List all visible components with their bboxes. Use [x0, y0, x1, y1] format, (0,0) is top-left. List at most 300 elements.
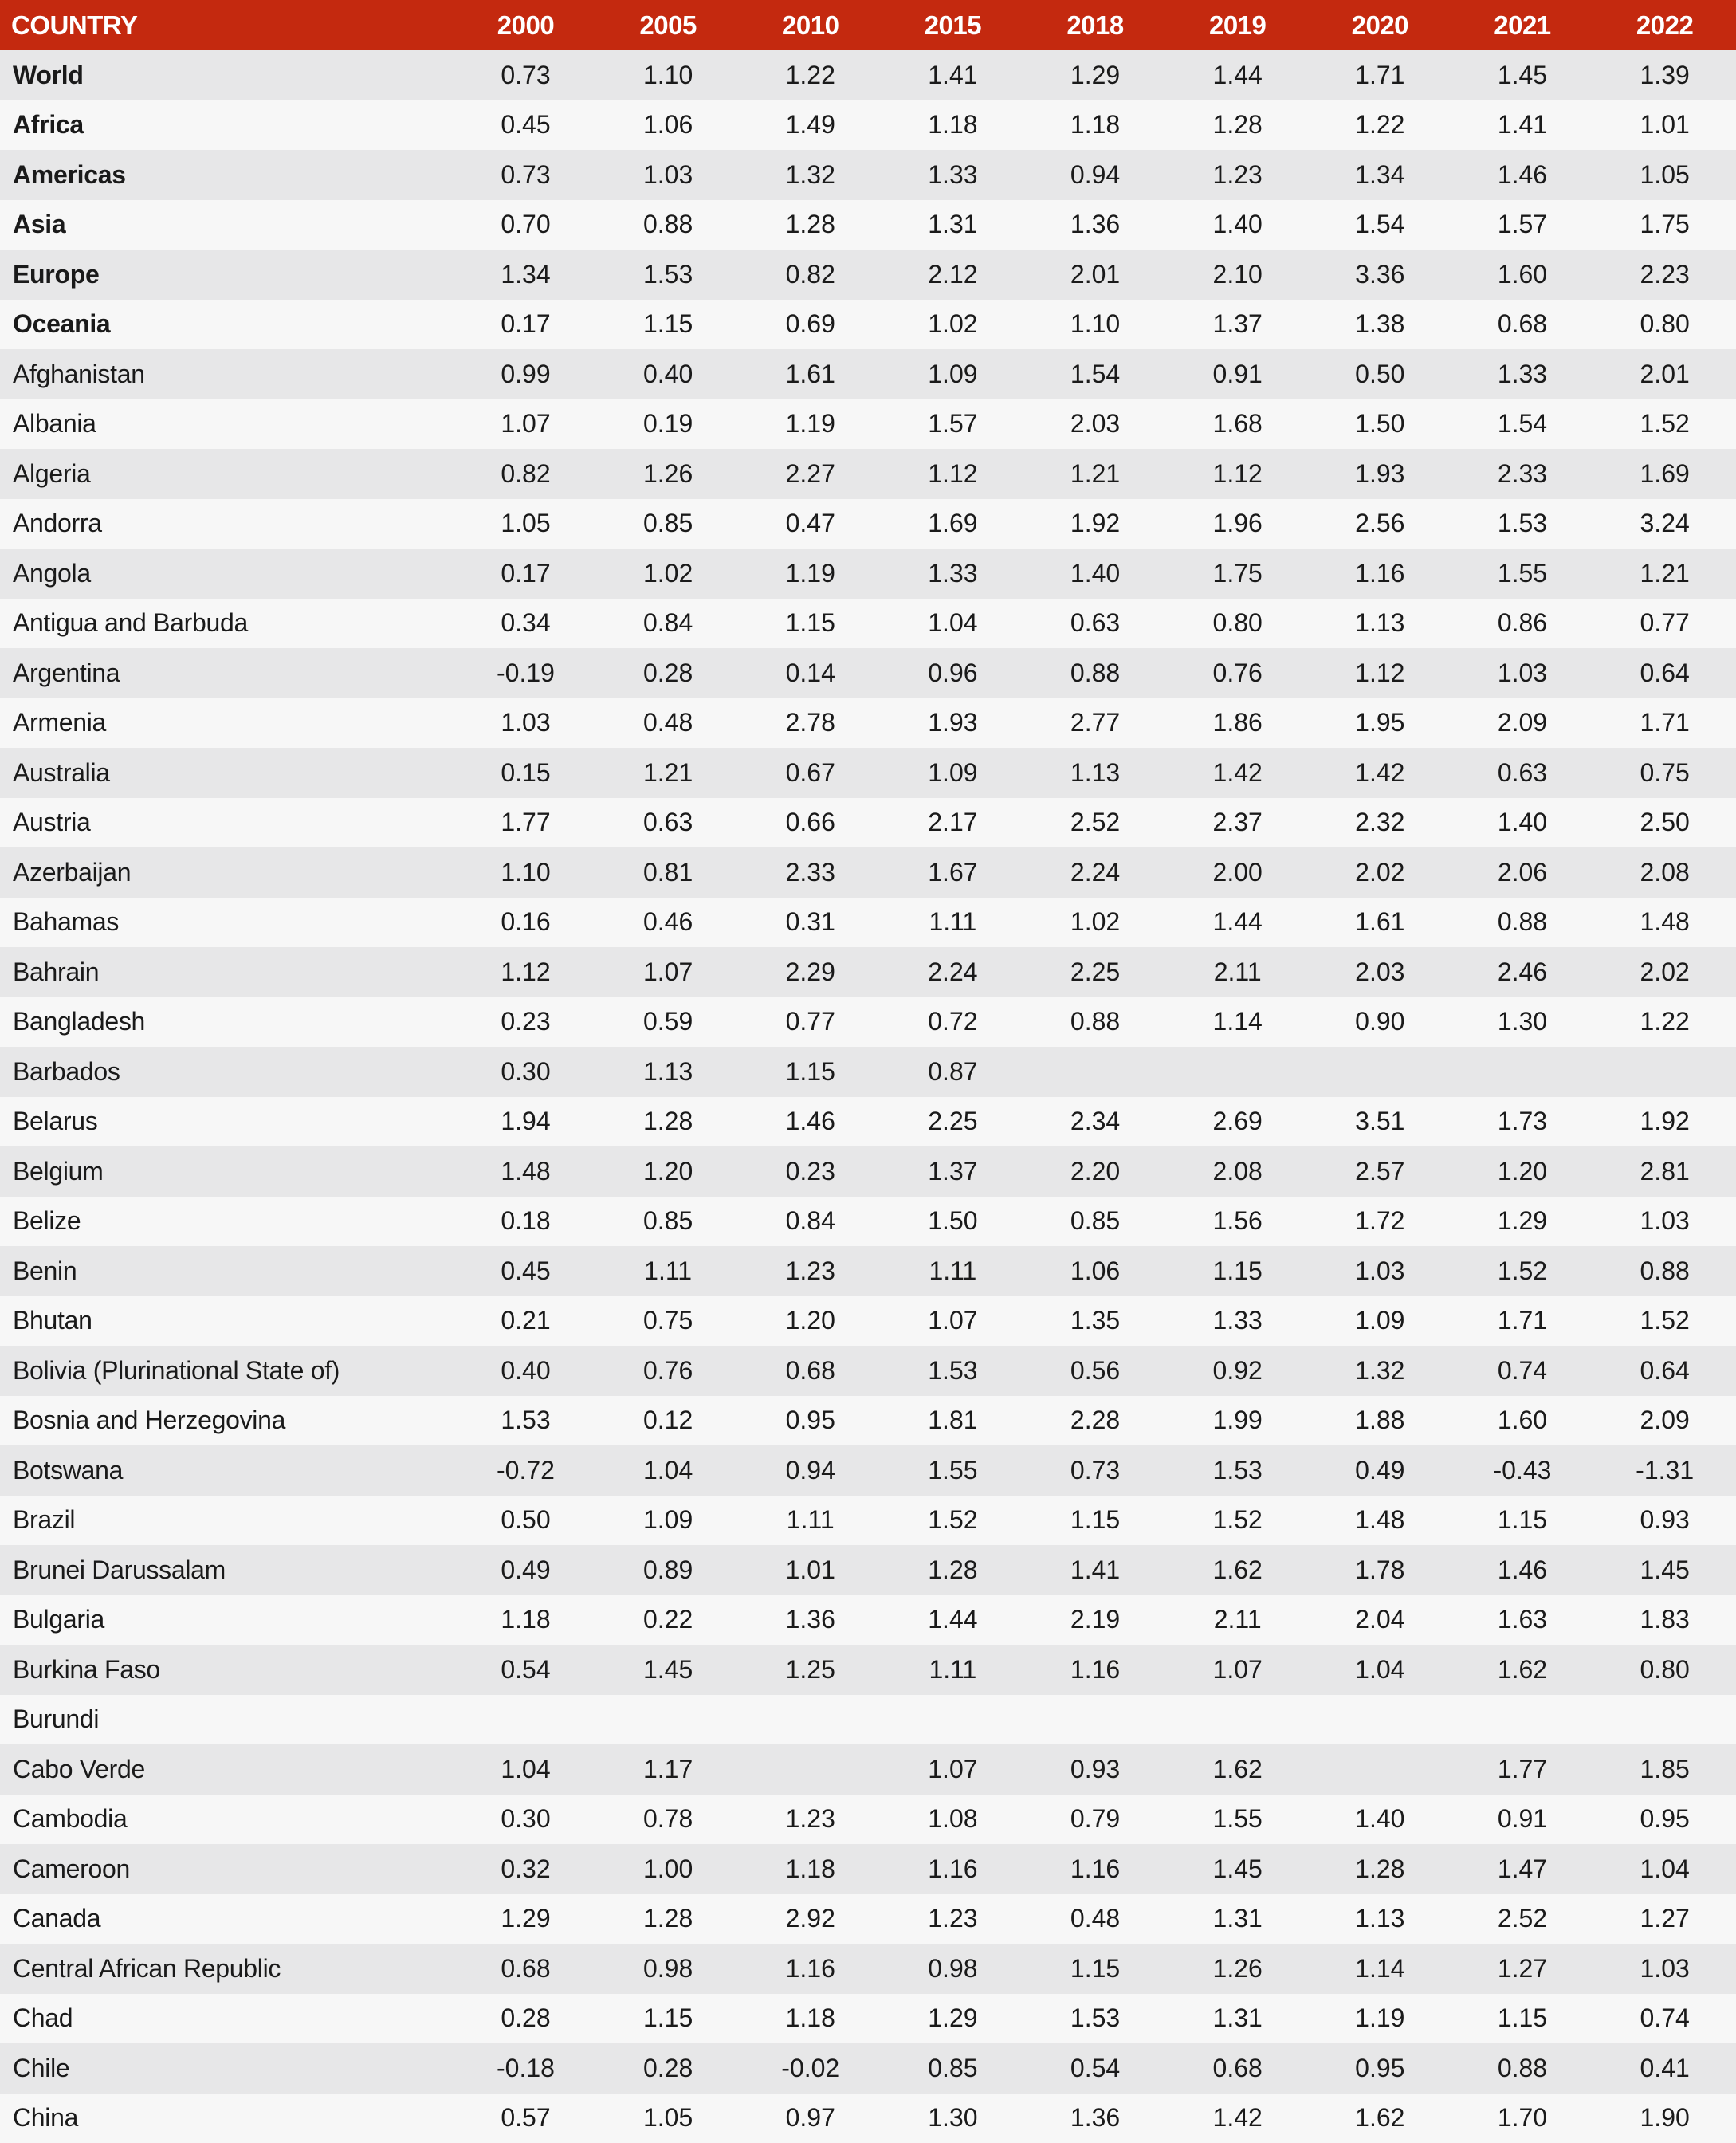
value-cell: 2.33 — [739, 847, 882, 898]
value-cell: 1.47 — [1451, 1844, 1594, 1894]
value-cell: 0.73 — [454, 150, 597, 200]
table-row — [0, 1944, 1736, 1994]
value-cell: 1.20 — [739, 1296, 882, 1347]
country-name-cell: Brazil — [0, 1496, 454, 1546]
value-cell: 3.24 — [1593, 499, 1736, 549]
table-row — [0, 798, 1736, 848]
value-cell: 0.68 — [454, 1944, 597, 1994]
value-cell: 0.82 — [739, 250, 882, 300]
value-cell — [739, 1695, 882, 1745]
table-row — [0, 1994, 1736, 2044]
value-cell — [1024, 1047, 1167, 1097]
country-name-cell: Azerbaijan — [0, 847, 454, 898]
country-name-cell: Oceania — [0, 300, 454, 350]
country-name-cell: Antigua and Barbuda — [0, 599, 454, 649]
value-cell: 0.63 — [1024, 599, 1167, 649]
value-cell: 1.55 — [882, 1445, 1024, 1496]
value-cell: 1.45 — [597, 1645, 740, 1695]
value-cell — [1593, 1047, 1736, 1097]
value-cell — [1451, 1695, 1594, 1745]
value-cell: 0.80 — [1593, 1645, 1736, 1695]
country-name-cell: Belize — [0, 1197, 454, 1247]
value-cell: 1.30 — [1451, 997, 1594, 1048]
table-row — [0, 2094, 1736, 2143]
value-cell: 2.00 — [1166, 847, 1309, 898]
table-row — [0, 847, 1736, 898]
value-cell: 1.10 — [597, 50, 740, 100]
value-cell: 1.46 — [739, 1097, 882, 1147]
value-cell: 1.29 — [1451, 1197, 1594, 1247]
table-row — [0, 150, 1736, 200]
value-cell: 2.20 — [1024, 1146, 1167, 1197]
value-cell: 1.39 — [1593, 50, 1736, 100]
country-name-cell: Benin — [0, 1246, 454, 1296]
value-cell: 0.78 — [597, 1795, 740, 1845]
table-row — [0, 947, 1736, 997]
country-name-cell: Bangladesh — [0, 997, 454, 1048]
value-cell: 1.04 — [882, 599, 1024, 649]
value-cell: 2.52 — [1451, 1894, 1594, 1944]
value-cell: 1.07 — [454, 399, 597, 450]
value-cell: 2.34 — [1024, 1097, 1167, 1147]
value-cell: 0.63 — [597, 798, 740, 848]
value-cell — [1593, 1695, 1736, 1745]
value-cell: 1.33 — [1451, 349, 1594, 399]
value-cell: 1.55 — [1451, 549, 1594, 599]
value-cell: 1.68 — [1166, 399, 1309, 450]
value-cell: 2.04 — [1309, 1595, 1451, 1646]
value-cell: 1.09 — [882, 748, 1024, 798]
value-cell: 1.92 — [1593, 1097, 1736, 1147]
value-cell: 1.09 — [597, 1496, 740, 1546]
table-header — [0, 0, 1736, 50]
value-cell: 0.80 — [1166, 599, 1309, 649]
value-cell: 1.16 — [739, 1944, 882, 1994]
value-cell: 0.34 — [454, 599, 597, 649]
value-cell: 1.40 — [1451, 798, 1594, 848]
value-cell: 1.06 — [1024, 1246, 1167, 1296]
value-cell: 1.71 — [1451, 1296, 1594, 1347]
value-cell: 2.08 — [1593, 847, 1736, 898]
value-cell: 1.00 — [597, 1844, 740, 1894]
value-cell: 1.13 — [1309, 599, 1451, 649]
value-cell: 1.15 — [1451, 1994, 1594, 2044]
value-cell: 1.16 — [1309, 549, 1451, 599]
value-cell: 1.22 — [1593, 997, 1736, 1048]
value-cell: 2.03 — [1024, 399, 1167, 450]
value-cell: 1.15 — [597, 300, 740, 350]
value-cell: 3.51 — [1309, 1097, 1451, 1147]
table-row — [0, 100, 1736, 151]
value-cell: 1.45 — [1451, 50, 1594, 100]
country-name-cell: Africa — [0, 100, 454, 151]
value-cell: 1.48 — [1309, 1496, 1451, 1546]
table-row — [0, 1496, 1736, 1546]
value-cell: 1.28 — [597, 1097, 740, 1147]
value-cell — [454, 1695, 597, 1745]
value-cell: 1.18 — [739, 1994, 882, 2044]
value-cell: 1.03 — [454, 698, 597, 749]
value-cell: 0.93 — [1024, 1744, 1167, 1795]
value-cell: 0.95 — [739, 1396, 882, 1446]
value-cell: 0.75 — [1593, 748, 1736, 798]
column-header-year: 2015 — [882, 0, 1024, 50]
value-cell: 1.17 — [597, 1744, 740, 1795]
value-cell: 1.38 — [1309, 300, 1451, 350]
value-cell: 1.93 — [882, 698, 1024, 749]
value-cell: 2.11 — [1166, 1595, 1309, 1646]
value-cell — [597, 1695, 740, 1745]
value-cell: 1.21 — [1024, 449, 1167, 499]
value-cell: 0.98 — [597, 1944, 740, 1994]
value-cell: 1.31 — [1166, 1894, 1309, 1944]
value-cell: 0.69 — [739, 300, 882, 350]
country-name-cell: Chad — [0, 1994, 454, 2044]
country-name-cell: Canada — [0, 1894, 454, 1944]
value-cell: 2.32 — [1309, 798, 1451, 848]
value-cell: 0.40 — [454, 1346, 597, 1396]
value-cell: 1.11 — [882, 1645, 1024, 1695]
value-cell: 1.12 — [454, 947, 597, 997]
value-cell: 1.44 — [882, 1595, 1024, 1646]
value-cell: 0.46 — [597, 898, 740, 948]
value-cell: 0.73 — [1024, 1445, 1167, 1496]
value-cell — [1309, 1047, 1451, 1097]
value-cell: 0.88 — [597, 200, 740, 250]
country-name-cell: China — [0, 2094, 454, 2143]
value-cell: 0.48 — [1024, 1894, 1167, 1944]
value-cell: 0.70 — [454, 200, 597, 250]
value-cell: 1.12 — [1309, 648, 1451, 698]
value-cell: 1.26 — [1166, 1944, 1309, 1994]
value-cell: 2.28 — [1024, 1396, 1167, 1446]
value-cell: 0.87 — [882, 1047, 1024, 1097]
value-cell: 1.45 — [1166, 1844, 1309, 1894]
value-cell: 1.99 — [1166, 1396, 1309, 1446]
value-cell: 1.41 — [1024, 1545, 1167, 1595]
value-cell: 1.36 — [1024, 2094, 1167, 2143]
value-cell: 2.25 — [1024, 947, 1167, 997]
table-row — [0, 1346, 1736, 1396]
value-cell: 1.09 — [882, 349, 1024, 399]
value-cell: 1.35 — [1024, 1296, 1167, 1347]
value-cell: 1.03 — [1451, 648, 1594, 698]
value-cell: 0.88 — [1024, 997, 1167, 1048]
value-cell: 1.42 — [1309, 748, 1451, 798]
value-cell: 1.04 — [1309, 1645, 1451, 1695]
value-cell: 0.90 — [1309, 997, 1451, 1048]
value-cell: 1.19 — [1309, 1994, 1451, 2044]
value-cell: 0.81 — [597, 847, 740, 898]
value-cell: 1.16 — [1024, 1844, 1167, 1894]
value-cell: 1.63 — [1451, 1595, 1594, 1646]
country-name-cell: Bulgaria — [0, 1595, 454, 1646]
value-cell: 1.86 — [1166, 698, 1309, 749]
value-cell: 1.52 — [1166, 1496, 1309, 1546]
value-cell: 1.52 — [882, 1496, 1024, 1546]
value-cell: 0.74 — [1451, 1346, 1594, 1396]
value-cell: 0.73 — [454, 50, 597, 100]
table-row — [0, 499, 1736, 549]
value-cell: 1.62 — [1309, 2094, 1451, 2143]
value-cell — [1166, 1695, 1309, 1745]
value-cell: -0.18 — [454, 2043, 597, 2094]
value-cell: 1.02 — [597, 549, 740, 599]
value-cell: 1.31 — [1166, 1994, 1309, 2044]
value-cell — [1451, 1047, 1594, 1097]
value-cell: 0.23 — [739, 1146, 882, 1197]
value-cell: 1.60 — [1451, 250, 1594, 300]
country-name-cell: Cameroon — [0, 1844, 454, 1894]
value-cell: 2.19 — [1024, 1595, 1167, 1646]
table-row — [0, 2043, 1736, 2094]
value-cell: 1.15 — [1024, 1944, 1167, 1994]
table-row — [0, 1844, 1736, 1894]
column-header-year: 2018 — [1024, 0, 1167, 50]
value-cell: 2.92 — [739, 1894, 882, 1944]
country-name-cell: Bosnia and Herzegovina — [0, 1396, 454, 1446]
value-cell: 1.23 — [739, 1246, 882, 1296]
value-cell: 1.02 — [1024, 898, 1167, 948]
value-cell: 2.81 — [1593, 1146, 1736, 1197]
value-cell: 1.01 — [739, 1545, 882, 1595]
value-cell — [739, 1744, 882, 1795]
value-cell: 1.61 — [739, 349, 882, 399]
value-cell: 1.15 — [1166, 1246, 1309, 1296]
value-cell: 0.98 — [882, 1944, 1024, 1994]
value-cell: 1.19 — [739, 549, 882, 599]
value-cell: 2.52 — [1024, 798, 1167, 848]
value-cell: 1.15 — [597, 1994, 740, 2044]
value-cell: 1.10 — [454, 847, 597, 898]
value-cell: 2.33 — [1451, 449, 1594, 499]
value-cell: 0.12 — [597, 1396, 740, 1446]
value-cell: 1.05 — [1593, 150, 1736, 200]
country-name-cell: Angola — [0, 549, 454, 599]
value-cell: 1.18 — [1024, 100, 1167, 151]
value-cell: 2.46 — [1451, 947, 1594, 997]
value-cell: 0.28 — [454, 1994, 597, 2044]
value-cell: 1.27 — [1593, 1894, 1736, 1944]
value-cell: 1.16 — [882, 1844, 1024, 1894]
value-cell: 1.04 — [454, 1744, 597, 1795]
value-cell: 0.67 — [739, 748, 882, 798]
value-cell: 0.64 — [1593, 1346, 1736, 1396]
value-cell: 1.53 — [882, 1346, 1024, 1396]
table-row — [0, 599, 1736, 649]
value-cell: 0.54 — [454, 1645, 597, 1695]
value-cell: -0.02 — [739, 2043, 882, 2094]
value-cell: 2.06 — [1451, 847, 1594, 898]
value-cell: 0.59 — [597, 997, 740, 1048]
value-cell: 1.23 — [739, 1795, 882, 1845]
value-cell: 1.41 — [1451, 100, 1594, 151]
value-cell: 2.01 — [1024, 250, 1167, 300]
table-row — [0, 1744, 1736, 1795]
value-cell: 0.17 — [454, 549, 597, 599]
value-cell: 0.40 — [597, 349, 740, 399]
value-cell: 0.85 — [1024, 1197, 1167, 1247]
table-row — [0, 1445, 1736, 1496]
value-cell: 1.36 — [739, 1595, 882, 1646]
value-cell: 0.18 — [454, 1197, 597, 1247]
value-cell: 1.92 — [1024, 499, 1167, 549]
value-cell: 0.91 — [1451, 1795, 1594, 1845]
value-cell: 1.42 — [1166, 748, 1309, 798]
value-cell: 1.22 — [739, 50, 882, 100]
table-row — [0, 349, 1736, 399]
value-cell: 1.40 — [1024, 549, 1167, 599]
value-cell: 0.88 — [1451, 898, 1594, 948]
column-header-year: 2005 — [597, 0, 740, 50]
country-name-cell: Afghanistan — [0, 349, 454, 399]
country-name-cell: Europe — [0, 250, 454, 300]
value-cell: 2.78 — [739, 698, 882, 749]
column-header-year: 2021 — [1451, 0, 1594, 50]
value-cell: 1.73 — [1451, 1097, 1594, 1147]
value-cell: 0.84 — [739, 1197, 882, 1247]
value-cell: 1.78 — [1309, 1545, 1451, 1595]
value-cell: 1.50 — [882, 1197, 1024, 1247]
value-cell: 1.33 — [882, 549, 1024, 599]
value-cell: 0.88 — [1451, 2043, 1594, 2094]
value-cell: 1.32 — [1309, 1346, 1451, 1396]
value-cell: 1.28 — [1309, 1844, 1451, 1894]
value-cell: 1.40 — [1309, 1795, 1451, 1845]
table-row — [0, 997, 1736, 1048]
value-cell: 1.31 — [882, 200, 1024, 250]
value-cell: 1.21 — [1593, 549, 1736, 599]
value-cell: 1.30 — [882, 2094, 1024, 2143]
value-cell: 2.09 — [1451, 698, 1594, 749]
value-cell: 1.94 — [454, 1097, 597, 1147]
country-name-cell: Argentina — [0, 648, 454, 698]
value-cell: 2.08 — [1166, 1146, 1309, 1197]
value-cell: 0.56 — [1024, 1346, 1167, 1396]
value-cell: 0.30 — [454, 1047, 597, 1097]
value-cell: 1.88 — [1309, 1396, 1451, 1446]
value-cell: 2.03 — [1309, 947, 1451, 997]
value-cell: -0.19 — [454, 648, 597, 698]
table-row — [0, 648, 1736, 698]
value-cell: 0.31 — [739, 898, 882, 948]
value-cell: 1.37 — [882, 1146, 1024, 1197]
value-cell: 0.64 — [1593, 648, 1736, 698]
value-cell: 1.15 — [739, 1047, 882, 1097]
value-cell: 1.54 — [1451, 399, 1594, 450]
table-row — [0, 1396, 1736, 1446]
value-cell: 0.84 — [597, 599, 740, 649]
value-cell: 2.01 — [1593, 349, 1736, 399]
value-cell: 0.50 — [1309, 349, 1451, 399]
value-cell: -0.43 — [1451, 1445, 1594, 1496]
value-cell: 0.76 — [1166, 648, 1309, 698]
value-cell: 1.40 — [1166, 200, 1309, 250]
value-cell: 1.13 — [1024, 748, 1167, 798]
value-cell: 2.11 — [1166, 947, 1309, 997]
value-cell: 1.48 — [454, 1146, 597, 1197]
value-cell: 1.60 — [1451, 1396, 1594, 1446]
value-cell: 1.19 — [739, 399, 882, 450]
value-cell: 2.02 — [1309, 847, 1451, 898]
value-cell: 0.99 — [454, 349, 597, 399]
value-cell: 0.94 — [1024, 150, 1167, 200]
value-cell: 1.20 — [597, 1146, 740, 1197]
table-row — [0, 549, 1736, 599]
value-cell: 1.20 — [1451, 1146, 1594, 1197]
country-name-cell: Burundi — [0, 1695, 454, 1745]
value-cell: 1.05 — [454, 499, 597, 549]
value-cell: 0.85 — [882, 2043, 1024, 2094]
value-cell: 0.68 — [739, 1346, 882, 1396]
country-name-cell: Cabo Verde — [0, 1744, 454, 1795]
column-header-country: COUNTRY — [0, 0, 454, 50]
table-row — [0, 698, 1736, 749]
value-cell: 1.54 — [1024, 349, 1167, 399]
value-cell: 0.57 — [454, 2094, 597, 2143]
value-cell: 1.28 — [1166, 100, 1309, 151]
value-cell: 1.15 — [1451, 1496, 1594, 1546]
value-cell: 1.25 — [739, 1645, 882, 1695]
country-name-cell: Algeria — [0, 449, 454, 499]
country-name-cell: Brunei Darussalam — [0, 1545, 454, 1595]
value-cell: 1.11 — [882, 898, 1024, 948]
value-cell: 0.92 — [1166, 1346, 1309, 1396]
value-cell: 0.82 — [454, 449, 597, 499]
value-cell: 0.66 — [739, 798, 882, 848]
country-name-cell: Barbados — [0, 1047, 454, 1097]
value-cell: 1.75 — [1166, 549, 1309, 599]
value-cell: 1.11 — [882, 1246, 1024, 1296]
value-cell: 0.80 — [1593, 300, 1736, 350]
value-cell: 2.29 — [739, 947, 882, 997]
table-row — [0, 1047, 1736, 1097]
value-cell: 0.76 — [597, 1346, 740, 1396]
value-cell: 1.15 — [1024, 1496, 1167, 1546]
value-cell: 0.89 — [597, 1545, 740, 1595]
value-cell: 1.10 — [1024, 300, 1167, 350]
value-cell: 0.77 — [1593, 599, 1736, 649]
value-cell: 1.04 — [1593, 1844, 1736, 1894]
country-name-cell: Bahamas — [0, 898, 454, 948]
value-cell: 0.93 — [1593, 1496, 1736, 1546]
country-name-cell: Austria — [0, 798, 454, 848]
value-cell: 2.17 — [882, 798, 1024, 848]
value-cell: 0.32 — [454, 1844, 597, 1894]
value-cell: 2.02 — [1593, 947, 1736, 997]
value-cell: 0.16 — [454, 898, 597, 948]
value-cell: 1.14 — [1309, 1944, 1451, 1994]
value-cell: 1.12 — [882, 449, 1024, 499]
value-cell: 0.54 — [1024, 2043, 1167, 2094]
value-cell: 2.50 — [1593, 798, 1736, 848]
value-cell: 1.95 — [1309, 698, 1451, 749]
value-cell: 1.29 — [1024, 50, 1167, 100]
value-cell: 0.68 — [1166, 2043, 1309, 2094]
table-row — [0, 399, 1736, 450]
value-cell: 1.83 — [1593, 1595, 1736, 1646]
country-name-cell: Bahrain — [0, 947, 454, 997]
value-cell: 1.34 — [454, 250, 597, 300]
value-cell: 0.86 — [1451, 599, 1594, 649]
value-cell: 2.24 — [1024, 847, 1167, 898]
country-name-cell: Bolivia (Plurinational State of) — [0, 1346, 454, 1396]
value-cell: 1.71 — [1309, 50, 1451, 100]
column-header-year: 2000 — [454, 0, 597, 50]
value-cell: 1.56 — [1166, 1197, 1309, 1247]
country-name-cell: Belarus — [0, 1097, 454, 1147]
country-name-cell: Asia — [0, 200, 454, 250]
